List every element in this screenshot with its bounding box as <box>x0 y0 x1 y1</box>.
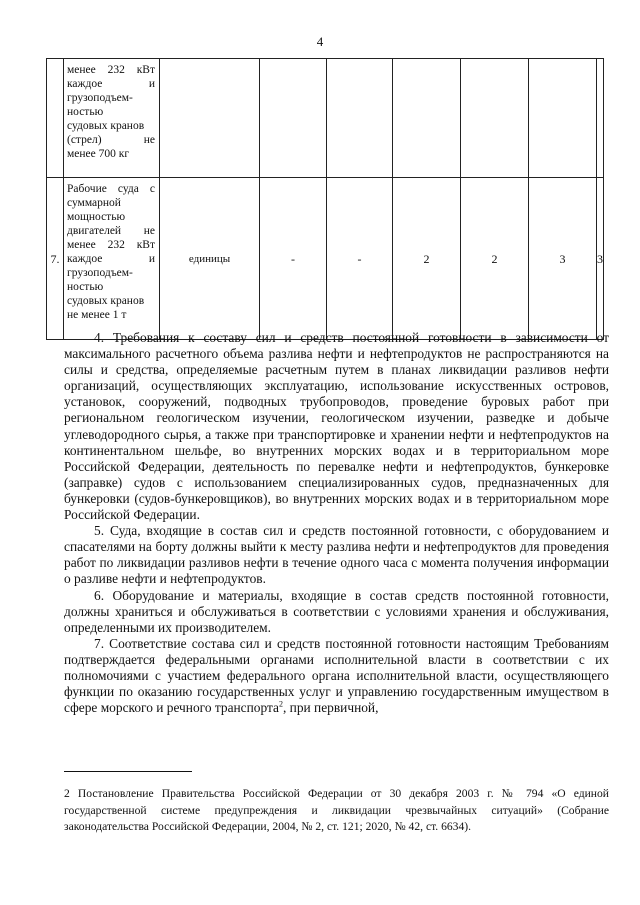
name-line: двигателей не <box>67 225 155 237</box>
row-value: 3 <box>597 178 604 340</box>
row-value: - <box>327 178 393 340</box>
name-line: ностью <box>67 106 104 118</box>
requirements-table <box>46 58 604 340</box>
name-line: каждое и <box>67 78 155 90</box>
name-line: суммарной <box>67 197 121 209</box>
row-unit: единицы <box>160 178 260 340</box>
row-name <box>64 59 160 178</box>
name-line: каждое и <box>67 253 155 265</box>
row-value <box>461 59 529 178</box>
paragraph-7 <box>64 636 609 716</box>
row-value <box>529 59 597 178</box>
name-line: (стрел) не <box>67 134 155 146</box>
name-line: менее 700 кг <box>67 148 130 160</box>
name-line: мощностью <box>67 211 126 223</box>
paragraph-4: 4. Требования к составу сил и средств постоянной готовности в зависимости от максимального расчетного объема разлива нефти и нефтепродуктов не распространяются на силы и средства, определяемые расчетным путем в планах ликвидации разливов нефти организаций, осуществляющих эксплуатацию, использование искусственных островов, установок, сооружений, подводных трубопроводов, проведение буровых работ при региональном геологическом изучении, геологическом изучении, разведке и добыче углеводородного сырья, а также при транспортировке и хранении нефти и нефтепродуктов на континентальном шельфе, во внутренних морских водах и в территориальном море Российской Федерации, деятельность по перевалке нефти и нефтепродуктов, бункеровке (заправке) судов с использованием специализированных судов, предназначенных для бункеровки (судов-бункеровщиков), во внутренних морских водах и в территориальном море Российской Федерации. <box>64 330 609 523</box>
row-number <box>47 59 64 178</box>
row-value <box>597 59 604 178</box>
paragraph-5: 5. Суда, входящие в состав сил и средств постоянной готовности, с оборудованием и спасателями на борту должны выйти к месту разлива нефти и нефтепродуктов для проведения работ по ликвидации разливов нефти в течение одного часа с момента получения информации о разливе нефти и нефтепродуктов. <box>64 523 609 587</box>
name-line: Рабочие суда с <box>67 183 155 195</box>
row-value: - <box>260 178 327 340</box>
name-line: не менее 1 т <box>67 309 127 321</box>
row-value: 3 <box>529 178 597 340</box>
table-row <box>47 59 604 178</box>
name-line: судовых кранов <box>67 295 145 307</box>
name-line: грузоподъем- <box>67 92 133 104</box>
page-number: 4 <box>316 34 324 49</box>
document-body <box>64 330 609 716</box>
paragraph-6: 6. Оборудование и материалы, входящие в состав средств постоянной готовности, должны храниться и обслуживаться в соответствии с условиями хранения и обслуживания, определенными их производителем. <box>64 587 609 635</box>
name-line: менее 232 кВт <box>67 239 155 251</box>
row-value <box>393 59 461 178</box>
row-value: 2 <box>461 178 529 340</box>
name-line: грузоподъем- <box>67 267 133 279</box>
name-line: менее 232 кВт <box>67 64 155 76</box>
table-row <box>47 178 604 340</box>
paragraph-7-tail: , при первичной, <box>282 700 379 716</box>
row-value <box>260 59 327 178</box>
name-line: ностью <box>67 281 104 293</box>
row-unit <box>160 59 260 178</box>
footnote-ref: 2 <box>278 699 283 709</box>
row-value <box>327 59 393 178</box>
footnote-divider <box>64 771 192 772</box>
row-name <box>64 178 160 340</box>
row-value: 2 <box>393 178 461 340</box>
row-number: 7. <box>47 178 64 340</box>
paragraph-7-text: 7. Соответствие состава сил и средств постоянной готовности настоящим Требованиям подтверждается федеральными органами исполнительной власти в соответствии с их полномочиями с участием федерального органа исполнительной власти, осуществляющего функции по оказанию государственных услуг и управлению государственным имуществом в сфере морского и речного транспорта <box>64 635 609 716</box>
footnote: 2 Постановление Правительства Российской Федерации от 30 декабря 2003 г. № 794 «О единой государственной системе предупреждения и ликвидации чрезвычайных ситуаций» (Собрание законодательства Российской Федерации, 2004, № 2, ст. 121; 2020, № 42, ст. 6634). <box>64 787 609 833</box>
name-line: судовых кранов <box>67 120 145 132</box>
